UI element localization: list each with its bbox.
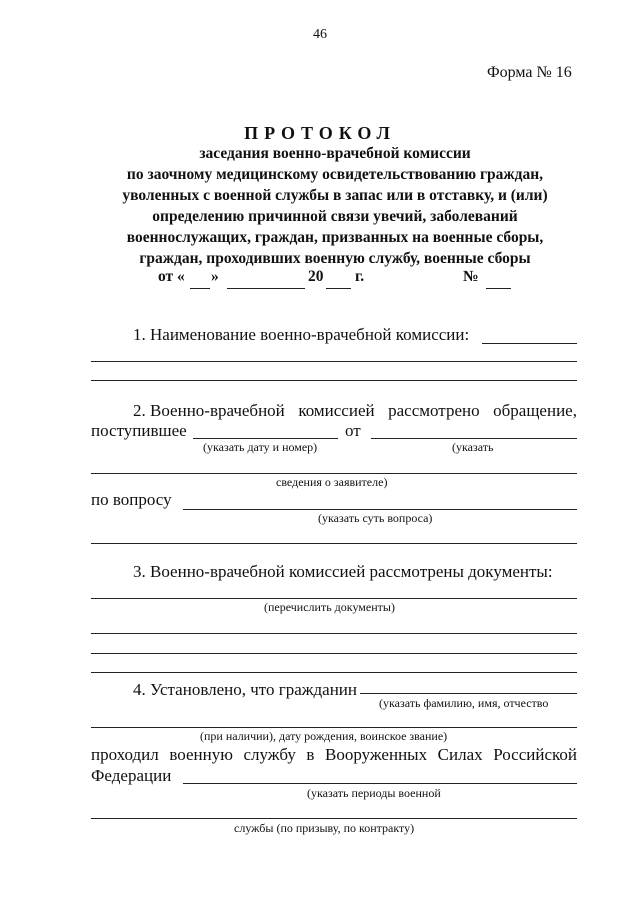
service-word-3: службу bbox=[243, 745, 296, 764]
section1-blank-2 bbox=[91, 361, 577, 362]
subtitle-line-1: заседания военно-врачебной комиссии bbox=[199, 145, 471, 162]
documents-blank-4 bbox=[91, 672, 577, 673]
subtitle-line-4: определению причинной связи увечий, заболеваний bbox=[152, 208, 518, 225]
hint-birth: (при наличии), дату рождения, воинское звание) bbox=[200, 729, 448, 743]
section2-word-3: рассмотрено bbox=[388, 401, 480, 420]
number-blank bbox=[486, 288, 511, 289]
page-number: 46 bbox=[313, 27, 327, 42]
section2-on-question: по вопросу bbox=[91, 490, 172, 509]
year-suffix: г. bbox=[355, 268, 365, 285]
service-word-2: военную bbox=[169, 745, 233, 764]
subtitle-line-6: граждан, проходивших военную службу, военные сборы bbox=[139, 250, 531, 267]
section1-blank-1 bbox=[482, 343, 577, 344]
section2-word-2: комиссией bbox=[298, 401, 375, 420]
section2-first-line bbox=[133, 401, 577, 421]
service-periods-blank bbox=[183, 783, 577, 784]
section2-from: от bbox=[345, 421, 361, 440]
month-blank bbox=[227, 288, 305, 289]
hint-question: (указать суть вопроса) bbox=[318, 511, 433, 525]
section4-text: 4. Установлено, что гражданин bbox=[133, 680, 358, 699]
section1-blank-3 bbox=[91, 380, 577, 381]
citizen-name-blank bbox=[360, 693, 577, 694]
section1-text: 1. Наименование военно-врачебной комиссии: bbox=[133, 325, 470, 344]
question-blank-2 bbox=[91, 543, 577, 544]
year-prefix: 20 bbox=[308, 268, 324, 285]
hint-service-type: службы (по призыву, по контракту) bbox=[234, 821, 415, 835]
section2-received: поступившее bbox=[91, 421, 187, 440]
section3-text: 3. Военно-врачебной комиссией рассмотрены документы: bbox=[133, 562, 553, 581]
documents-blank-1 bbox=[91, 598, 577, 599]
question-blank-1 bbox=[183, 509, 577, 510]
year-blank bbox=[326, 288, 351, 289]
service-word-7: Российской bbox=[493, 745, 577, 764]
service-word-6: Силах bbox=[437, 745, 483, 764]
subtitle-line-3: уволенных с военной службы в запас или в отставку, и (или) bbox=[122, 187, 548, 204]
section2-word-4: обращение, bbox=[493, 401, 577, 420]
service-type-blank bbox=[91, 818, 577, 819]
received-date-blank bbox=[193, 438, 338, 439]
hint-name: (указать фамилию, имя, отчество bbox=[379, 696, 549, 710]
subtitle-line-5: военнослужащих, граждан, призванных на военные сборы, bbox=[126, 229, 544, 246]
section2-word-1: 2. Военно-врачебной bbox=[133, 401, 285, 420]
documents-blank-2 bbox=[91, 633, 577, 634]
service-word-4: в bbox=[306, 745, 315, 764]
hint-date-number: (указать дату и номер) bbox=[203, 440, 318, 454]
applicant-blank-2 bbox=[91, 473, 577, 474]
service-word-1: проходил bbox=[91, 745, 159, 764]
applicant-blank-1 bbox=[371, 438, 577, 439]
subtitle-line-2: по заочному медицинскому освидетельствованию граждан, bbox=[126, 166, 544, 183]
form-label: Форма № 16 bbox=[487, 64, 572, 81]
hint-applicant: сведения о заявителе) bbox=[276, 475, 388, 489]
day-blank bbox=[190, 288, 210, 289]
citizen-details-blank bbox=[91, 727, 577, 728]
document-title: ПРОТОКОЛ bbox=[244, 123, 396, 143]
hint-periods: (указать периоды военной bbox=[307, 786, 441, 800]
hint-specify: (указать bbox=[452, 440, 494, 454]
date-quote-close: » bbox=[211, 268, 219, 285]
service-word-5: Вооруженных bbox=[325, 745, 428, 764]
section4-federation: Федерации bbox=[91, 766, 172, 785]
date-prefix: от « bbox=[158, 268, 185, 285]
hint-documents: (перечислить документы) bbox=[264, 600, 395, 614]
number-label: № bbox=[463, 268, 479, 285]
section4-service-line bbox=[91, 745, 577, 765]
documents-blank-3 bbox=[91, 653, 577, 654]
